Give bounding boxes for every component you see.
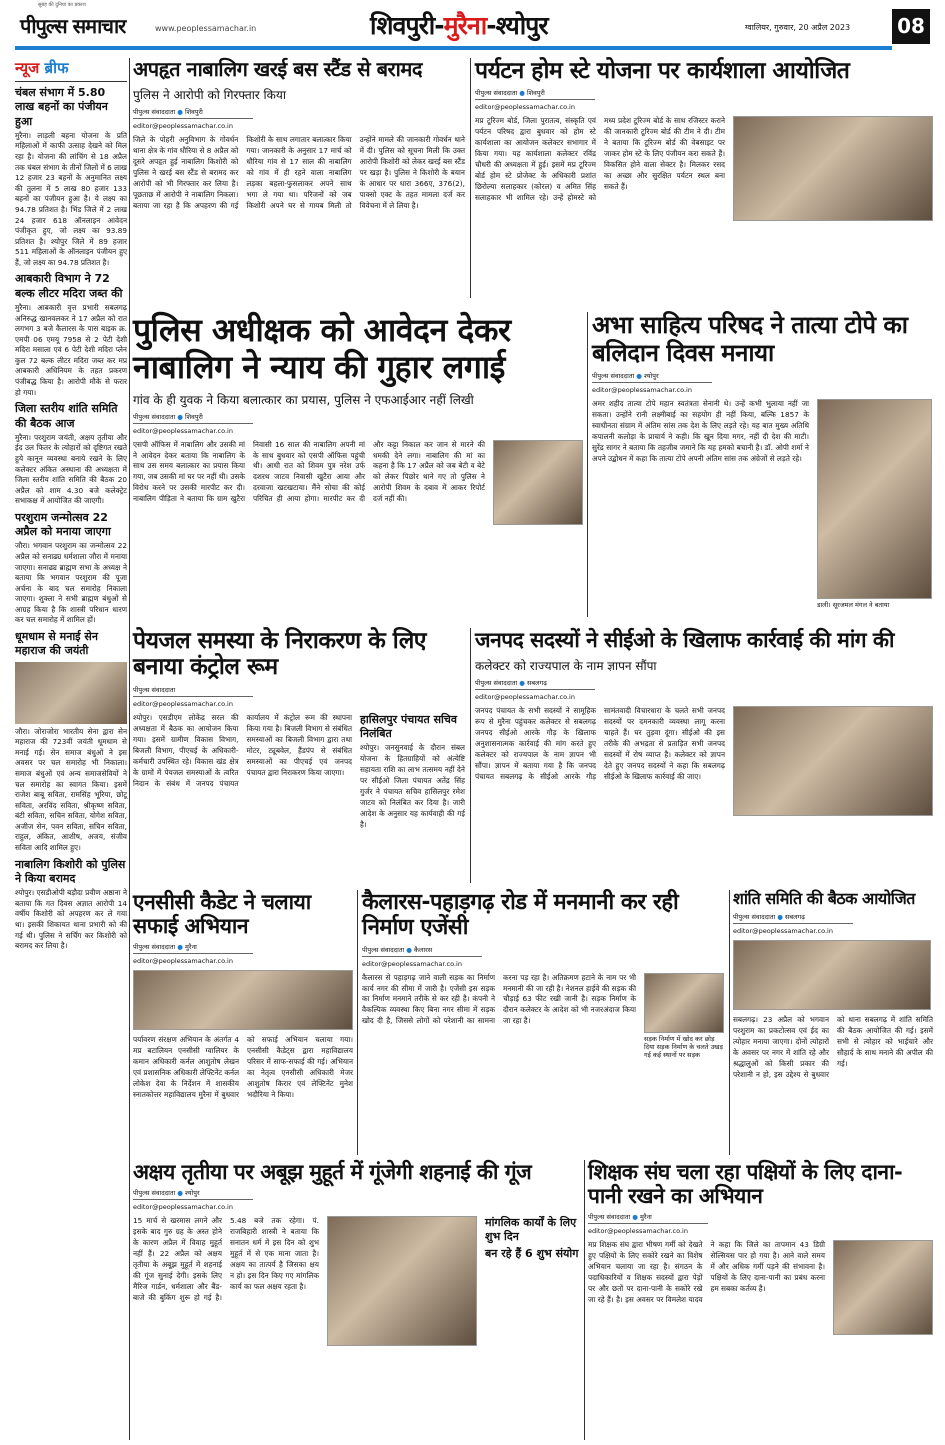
news-story [133, 58, 465, 212]
editor-email[interactable]: editor@peoplessamachar.co.in [588, 1227, 688, 1236]
story-headline[interactable]: एनसीसी कैडेट ने चलाया सफाई अभियान [133, 890, 311, 939]
news-photo-frame [733, 116, 933, 221]
dateline: ग्वालियर, गुरुवार, 20 अप्रैल 2023 [745, 23, 851, 32]
dateline-place: शिवपुरी [527, 89, 545, 98]
dateline-place: श्योपुर [185, 1189, 200, 1198]
bullet-icon: ● [404, 945, 415, 954]
reporter-label: पीपुल्स संवाददाता [133, 1189, 176, 1198]
column-divider [470, 628, 471, 883]
story-headline[interactable]: शिक्षक संघ चला रहा पक्षियों के लिए दाना-पानी रखने का अभियान [588, 1160, 903, 1209]
story-headline[interactable]: अक्षय तृतीया पर अबूझ मुहूर्त में गूंजेगी शहनाई की गूंज [133, 1160, 532, 1184]
edition-morena: मुरैना [443, 11, 487, 40]
brief-item [15, 858, 127, 952]
reporter-label: पीपुल्स संवाददाता [133, 108, 176, 116]
dateline-place: शिवपुरी [185, 108, 203, 116]
bullet-icon: ● [517, 679, 528, 688]
news-story [588, 1160, 933, 1335]
dateline-place: श्योपुर [644, 372, 659, 381]
news-photo [493, 440, 583, 525]
news-story [592, 312, 932, 612]
brief-body: मुरैना। आबकारी वृत्त प्रभारी सबलगढ़ अनिरुद्ध खानवलकर ने 17 अप्रैल को रात लगभग 3 बजे कैलारस के पास बाइक क्र. एमपी 06 एमयू 7958 से 2 पेटी देशी मदिरा मसाला एवं 6 पेटी देशी मदिरा प्लेन कुल 72 बल्क लीटर मदिरा जब्त कर मप्र आबकारी अधिनियम के तहत प्रकरण पंजीबद्ध किया है। आरोपी मौके से फरार हो गया। [15, 303, 127, 397]
brief-body: मुरैना। लाड़ली बहना योजना के प्रति महिलाओं में काफी उत्साह देखने को मिल रहा है। योजना की लांचिंग से 18 अप्रैल तक चंबल संभाग के तीनों जिलों में 6 लाख 12 हजार 23 बहनों के अनुमानित लक्ष्य की तुलना में 5 लाख 80 हजार 133 बहनों का पंजीयन हुआ है। ये लक्ष्य का 94.78 प्रतिशत है। भिंड जिले में 2 लाख 24 हजार 618 ऑनलाइन आवेदन पंजीकृत हुए, जो लक्ष्य का 93.89 प्रतिशत है। श्योपुर जिले में 89 हजार 511 महिलाओं के ऑनलाइन पंजीयन हुए हैं, जो लक्ष्य का 94.78 प्रतिशत है। [15, 130, 127, 267]
dateline-place: मुरैना [640, 1213, 652, 1222]
brief-headline[interactable]: आबकारी विभाग ने 72 बल्क लीटर मदिरा जब्त की [15, 272, 123, 300]
reporter-label: पीपुल्स संवाददाता [588, 1213, 631, 1222]
story-headline[interactable]: पेयजल समस्या के निराकरण के लिए बनाया कंट्रोल रूम [133, 628, 427, 681]
news-photo-frame [817, 399, 932, 611]
story-headline[interactable]: जनपद सदस्यों ने सीईओ के खिलाफ कार्रवाई की मांग की [475, 628, 894, 652]
bullet-icon: ● [517, 89, 528, 98]
story-columns [133, 440, 583, 525]
bullet-icon: ● [775, 913, 786, 922]
brief-body: जौरा। जोराजोरा भारतीय सेना द्वारा सेन महाराज की 723वीं जयंती धूमधाम से मनाई गई। सेन समाज बंधुओं ने इस अवसर पर चल समारोह भी निकाला। समाज बंधुओं एवं अन्य समाजसेवियों ने चल समारोह का स्वागत किया। इसमें राजेश बाबू सविता, रामसिंह भूरिया, छोटू सविता, अरविंद सविता, श्रीकृष्ण सविता, बंटी सविता, सचिन सविता, योगेश सविता, अजीज सेन, पवन सविता, सचिन सविता, राहुल, अंकित, आशीष, अजय, संजीव सविता आदि शामिल हुए। [15, 726, 127, 853]
masthead-rule [15, 46, 892, 50]
editor-email[interactable]: editor@peoplessamachar.co.in [133, 957, 233, 966]
edition-sheopur: -श्योपुर [486, 11, 548, 40]
news-photo [327, 1216, 477, 1346]
news-photo-frame [733, 940, 931, 1010]
column-divider [470, 58, 471, 298]
news-brief-column [15, 58, 127, 952]
sidebar-body: श्योपुर। जनसुनवाई के दौरान संबल योजना के हितग्राहियों को अंत्येष्टि सहायता राशि का लाभ तत्समय नहीं देने पर सीईओ जिला पंचायत अतेंद्र सिंह गुर्जर ने पंचायत सचिव हासिलपुर रमेश जाटव को निलंबित कर दिया है। जारी आदेश के अनुसार यह कार्यवाही की गई है। [360, 743, 465, 829]
story-body: एसपी ऑफिस में नाबालिग और उसकी मां ने आवेदन देकर बताया कि नाबालिग के साथ उस समय बलात्कार का प्रयास किया गया, जब उसकी मां घर पर नहीं थी। उसके विरोध करने पर उसकी मारपीट कर दी। नाबालिग पीड़िता ने बताया कि ग्राम खुटैरा निवासी 16 साल की नाबालिग अपनी मां के साथ बुधवार को एसपी ऑफिस पहुंची थी। आधी रात को शिवम पुत्र नरेश उर्फ दशरथ जाटव निवासी खुटैरा आया और दरवाजा खटखटाया। मैंने सोचा की कोई परिचित ही आया होगा। मारपीट कर दी और कट्टा निकाल कर जान से मारने की धमकी देने लगा। नाबालिग की मां का कहना है कि 17 अप्रैल को जब बेटी व बेटे को लेकर पिछोर थाने गए तो पुलिस ने आरोपी शिवम के दबाव में आकर रिपोर्ट दर्ज नहीं की। [133, 439, 485, 504]
page-number: 08 [892, 9, 930, 44]
story-subhead: गांव के ही युवक ने किया बलात्कार का प्रयास, पुलिस ने एफआईआर नहीं लिखी [133, 392, 474, 407]
reporter-label: पीपुल्स संवाददाता [362, 945, 405, 954]
news-photo [733, 706, 933, 816]
news-brief-title-red: न्यूज [15, 59, 40, 77]
story-columns [133, 135, 465, 212]
story-headline[interactable]: शांति समिति की बैठक आयोजित [733, 889, 915, 908]
byline [362, 945, 482, 957]
brief-body: श्योपुर। एसडीओपी बड़ौदा प्रवीण अष्ठाना ने बताया कि गत दिवस अज्ञात आरोपी 14 वर्षीय किशोरी को अपहरण कर ले गया था। इसकी शिकायत थाना प्रभारी को की गई थी। पुलिस ने सर्चिंग कर किशोरी को बरामद कर लिया है। [15, 888, 127, 951]
sidebar-story [360, 713, 465, 835]
news-photo-frame [133, 970, 353, 1030]
photo-caption: डाली। सूरजमल मंगल ने बताया [817, 601, 890, 610]
story-columns [362, 973, 724, 1062]
news-photo [817, 399, 932, 599]
reporter-label: पीपुल्स संवाददाता [133, 412, 176, 421]
byline [133, 412, 253, 424]
editor-email[interactable]: editor@peoplessamachar.co.in [362, 959, 462, 968]
news-photo [833, 1240, 933, 1335]
brief-photo [15, 662, 127, 724]
editor-email[interactable]: editor@peoplessamachar.co.in [133, 122, 233, 130]
byline [592, 371, 712, 383]
story-body: श्योपुर। एसडीएम लोकेंद्र सरल की अध्यक्षता में बैठक का आयोजन किया गया। इसमें ग्रामीण विकास विभाग, बिजली विभाग, पीएचई के अधिकारी-कर्मचारी उपस्थित रहे। विकास खंड क्षेत्र के ग्रामों में पेयजल समस्याओं के त्वरित निदान के संबंध में जनपद पंचायत कार्यालय में कंट्रोल रूम की स्थापना किया गया है। बिजली विभाग से संबंधित समस्याओं का बिजली विभाग द्वारा तथा मोटर, ट्यूबवेल, हैंडपंप से संबंधित समस्याओं का पीएचई एवं जनपद पंचायत द्वारा निराकरण किया जाएगा। [133, 712, 352, 788]
dateline-place: सबलगढ़ [527, 679, 547, 688]
dateline-place: सबलगढ़ [785, 913, 805, 922]
reporter-label: पीपुल्स संवाददाता [475, 89, 518, 98]
story-columns [475, 116, 933, 221]
brief-headline[interactable]: जिला स्तरीय शांति समिति की बैठक आज [15, 402, 118, 430]
bullet-icon: ● [175, 412, 186, 421]
story-columns [733, 1015, 933, 1081]
news-brief-title [15, 58, 127, 82]
story-body: जनपद पंचायत के सभी सदस्यों ने सामूहिक रूप से मुरैना पहुंचकर कलेक्टर से सबलगढ़ जनपद सीईओ आरके गौड़ के खिलाफ अनुशासनात्मक कार्रवाई की मांग करते हुए कलेक्टर को राज्यपाल के नाम ज्ञापन भी सौंपा। ज्ञापन में बताया गया है कि जनपद पंचायत सबलगढ़ के सीईओ आरके गौड़ सामंतवादी विचारधारा के चलते सभी जनपद सदस्यों पर दमनकारी व्यवस्था लागू करना चाहते हैं। घर तुड़वा दूंगा। सीईओ की इस तरीके की अभद्रता से प्रताड़ित सभी जनपद सदस्यों में रोष व्याप्त है। कलेक्टर को ज्ञापन देते हुए जनपद सदस्यों ने कहा कि सबलगढ़ सीईओ के खिलाफ कार्रवाई की जाए। [475, 706, 725, 781]
editor-email[interactable]: editor@peoplessamachar.co.in [133, 1203, 233, 1212]
news-story [475, 58, 933, 221]
news-photo-frame [644, 973, 724, 1062]
column-divider [729, 890, 730, 1155]
reporter-label: पीपुल्स संवाददाता [592, 372, 635, 381]
story-columns [133, 713, 465, 835]
reporter-label: पीपुल्स संवाददाता [133, 685, 176, 694]
byline [588, 1212, 708, 1224]
news-story [133, 1160, 580, 1346]
story-headline[interactable]: अभा साहित्य परिषद ने तात्या टोपे का बलिदान दिवस मनाया [592, 311, 908, 367]
photo-caption: सड़क निर्माण में खोद कर छोड़ दिया सड़क निर्माण के चलते उखड़ गई कई स्थानों पर सड़क [644, 1034, 723, 1060]
sidebar-story [485, 1216, 580, 1263]
story-body: 15 मार्च से खरमास लगने और इसके बाद गुरु ग्रह के अस्त होने के कारण अप्रैल में विवाह मुहूर्त नहीं हैं। 22 अप्रैल को अक्षय तृतीया के अबूझ मुहूर्त में शहनाई की गूंज सुनाई देगी। इसके लिए मैरिज गार्डन, धर्मशाला और बैंड-बाजे की बुकिंग शुरू हो गई है। 5.48 बजे तक रहेगा। पं. राजबिहारी शास्त्री ने बताया कि सनातन धर्म में इस दिन को शुभ मुहूर्त में से एक माना जाता है। अक्षय का तात्पर्य है जिसका क्षय न हो। इस दिन किए गए मांगलिक कार्य का फल अक्षय रहता है। [133, 1216, 319, 1302]
editor-email[interactable]: editor@peoplessamachar.co.in [733, 927, 833, 936]
reporter-label: पीपुल्स संवाददाता [475, 679, 518, 688]
story-subhead: कलेक्टर को राज्यपाल के नाम ज्ञापन सौंपा [475, 659, 657, 674]
story-body: जिले के पोहरी अनुविभाग के गोवर्धन थाना क्षेत्र के गांव धौरिया से 8 अप्रैल को दूसरे अपहृत हुई नाबालिग किशोरी को पुलिस ने खरई बस स्टैंड से बरामद कर आरोपी को भी गिरफ्तार कर लिया है। पूछताछ में आरोपी ने नाबालिग निकला। बताया जा रहा है कि अपहरण की गई किशोरी के साथ लगातार बलात्कार किया गया। जानकारी के अनुसार 17 मार्च को धौरिया गांव से 17 साल की नाबालिग को गांव में ही रहने वाला नाबालिग लड़का बहला-फुसलाकर अपने साथ भगा ले गया था। परिजनों को जब किशोरी अपने घर से गायब मिली तो उन्होंने मामले की जानकारी गोवर्धन थाने में दी। पुलिस को सूचना मिली कि उक्त आरोपी किशोरी को लेकर खरई बस स्टैंड पर खड़ा है। पुलिस ने किशोरी के बयान के आधार पर धारा 366ए, 376(2), पाक्सो एक्ट के तहत मामला दर्ज कर विवेचना में ले लिया है। [133, 135, 465, 210]
story-headline[interactable]: पुलिस अधीक्षक को आवेदन देकर नाबालिग ने न्याय की गुहार लगाई [133, 311, 511, 386]
story-columns [133, 1216, 580, 1346]
story-body: अमर शहीद तात्या टोपे महान स्वतंत्रता सेनानी थे। उन्हें कभी भुलाया नहीं जा सकता। उन्होंने रानी लक्ष्मीबाई का सहयोग ही नहीं किया, बल्कि 1857 के स्वाधीनता संग्राम में अंतिम सांस तक देश के लिए लड़ते रहे। यह बात मुख्य अतिथि कपालनी कलोड़ा के प्राचार्य ने कही। कि खून दिया मगर, नहीं दी देश की माटी। सुरेंद्र सागर ने बताया कि तहजीब जमाने कि यह हमको बचानी है। डॉ. ओपी शर्मा ने अपने उद्बोधन में कहा कि तात्या टोपे अपनी अंतिम सांस तक अंग्रेजों से लड़ते रहे। [592, 399, 809, 463]
dateline-place: शिवपुरी [185, 412, 203, 421]
reporter-label: पीपुल्स संवाददाता [133, 943, 176, 952]
editor-email[interactable]: editor@peoplessamachar.co.in [475, 693, 575, 702]
news-story [133, 890, 353, 1101]
news-photo [733, 940, 931, 1010]
column-divider [587, 312, 588, 617]
website-url[interactable]: www.peoplessamachar.in [155, 24, 257, 33]
story-columns [588, 1240, 933, 1335]
edition-shivpuri: शिवपुरी- [370, 11, 444, 40]
news-photo [133, 970, 353, 1030]
logo-tagline: सुबह की दुनिया का प्रकाश [38, 2, 86, 8]
story-subhead: पुलिस ने आरोपी को गिरफ्तार किया [133, 88, 286, 102]
brief-headline[interactable]: परशुराम जन्मोत्सव 22 अप्रैल को मनाया जाएगा [15, 510, 111, 539]
byline [133, 685, 253, 697]
bullet-icon: ● [175, 108, 186, 116]
brief-item [15, 511, 127, 626]
byline [133, 942, 253, 954]
byline [475, 678, 595, 690]
story-headline[interactable]: पर्यटन होम स्टे योजना पर कार्यशाला आयोजित [475, 58, 850, 84]
editor-email[interactable]: editor@peoplessamachar.co.in [475, 103, 575, 112]
dateline-place: कैलारस [414, 945, 433, 954]
byline [133, 107, 253, 119]
column-divider [357, 890, 358, 1155]
editor-email[interactable]: editor@peoplessamachar.co.in [133, 699, 233, 708]
news-story [362, 890, 724, 1062]
news-photo-frame [833, 1240, 933, 1335]
editor-email[interactable]: editor@peoplessamachar.co.in [133, 426, 233, 435]
news-story [733, 890, 933, 1081]
column-divider [129, 58, 130, 1440]
sidebar-headline[interactable]: हासिलपुर पंचायत सचिव निलंबित [360, 712, 457, 740]
brief-body: मुरैना। परशुराम जयंती, अक्षय तृतीया और ईद उल फितर के त्योहारों को दृष्टिगत रखते हुये कानून व्यवस्था बनाये रखने के लिए कलेक्टर अंकित अस्थाना की अध्यक्षता में जिला स्तरीय शांति समिति की बैठक 20 अप्रैल को शाम 4.30 बजे कलेक्ट्रेट सभाकक्ष में आयोजित की जाएगी। [15, 432, 127, 506]
story-headline[interactable]: अपहृत नाबालिग खरई बस स्टैंड से बरामद [133, 57, 422, 81]
story-body: मप्र शिक्षक संघ द्वारा भीषण गर्मी को देखते हुए पक्षियों के लिए सकोरे रखने का विशेष अभियान चलाया जा रहा है। संगठन के पदाधिकारियों व शिक्षक सदस्यों द्वारा पेड़ों पर और छतों पर दाना-पानी के सकोरे रखे जा रहे हैं। है। इस अवसर पर विमलेश यादव ने कहा कि जिले का तापमान 43 डिग्री सेल्सियस पार हो गया है। आने वाले समय में और अधिक गर्मी पड़ने की संभावना है। पक्षियों के लिए दाना-पानी का प्रबंध करना हम सबका कर्तव्य है। [588, 1240, 825, 1304]
story-body: सबलगढ़। 23 अप्रैल को भगवान परशुराम का प्रकटोत्सव एवं ईद का त्योहार मनाया जाएगा। दोनों त्योहारों के अवसर पर नगर में शांति रहे और श्रद्धालुओं को किसी प्रकार की परेशानी न हो, इस उद्देश्य से बुधवार को थाना सबलगढ़ में शांति समिति की बैठक आयोजित की गई। इसमें सभी से त्योहार को भाईचारे और सौहार्द के साथ मनाने की अपील की गई। [733, 1015, 933, 1080]
bullet-icon: ● [175, 1189, 186, 1198]
brief-item [15, 630, 127, 854]
sidebar-headline-2[interactable]: बन रहे हैं 6 शुभ संयोग [485, 1246, 579, 1260]
story-body: मप्र टूरिज्म बोर्ड, जिला पुरातत्व, संस्कृति एवं पर्यटन परिषद द्वारा बुधवार को होम स्टे कार्यशाला का आयोजन कलेक्टर सभागार में किया गया। यह कार्यशाला कलेक्टर रविंद्र चौधरी की अध्यक्षता में हुई। इसमें मप्र टूरिज्म बोर्ड होम स्टे प्रोजेक्ट के अधिकारी प्रशांत छिरोल्या सलाहकार (कोरल) व अमित सिंह सलाहकार भी शामिल रहे। उन्हें होमस्टे को मध्य प्रदेश टूरिज्म बोर्ड के साथ रजिस्टर कराने की जानकारी टूरिज्म बोर्ड की टीम ने दी। टीम ने बताया कि टूरिज्म बोर्ड की वेबसाइट पर जाकर होम स्टे के लिए पंजीयन करा सकते हैं। विकसित होने वाला सेक्टर है। मिलकर रसद का अच्छा और सुरक्षित पर्यटन स्थल बना सकते हैं। [475, 116, 725, 202]
news-brief-title-blue: ब्रीफ [44, 59, 69, 77]
story-body: पर्यावरण संरक्षण अभियान के अंतर्गत 4 मप्र बटालियन एनसीसी ग्वालियर के कमान अधिकारी कर्नल आशुतोष लेखन एवं प्रशासनिक अधिकारी लेफ्टिनेंट कर्नल लोकेश देवा के निर्देशन में शासकीय स्नातकोत्तर महाविद्यालय मुरैना में बुधवार को सफाई अभियान चलाया गया। एनसीसी कैडेट्स द्वारा महाविद्यालय परिसर में साफ-सफाई की गई। अभियान का नेतृत्व एनसीसी अधिकारी मेजर आशुतोष किरार एवं लेफ्टिनेंट मुनेश भदौरिया ने किया। [133, 1035, 353, 1099]
news-story [133, 312, 583, 525]
bullet-icon: ● [634, 372, 645, 381]
brief-headline[interactable]: चंबल संभाग में 5.80 लाख बहनों का पंजीयन हुआ [15, 86, 108, 128]
brief-headline[interactable]: नाबालिग किशोरी को पुलिस ने किया बरामद [15, 857, 126, 885]
story-columns [592, 399, 932, 611]
masthead [0, 0, 945, 44]
column-divider [584, 1160, 585, 1440]
brief-item [15, 402, 127, 507]
story-columns [133, 1035, 353, 1101]
news-story [475, 628, 933, 816]
edition-title [370, 8, 548, 42]
news-photo-frame [327, 1216, 477, 1346]
story-headline[interactable]: कैलारस-पहाड़गढ़ रोड में मनमानी कर रही निर्माण एजेंसी [362, 890, 679, 941]
editor-email[interactable]: editor@peoplessamachar.co.in [592, 386, 692, 395]
byline [733, 912, 853, 924]
reporter-label: पीपुल्स संवाददाता [733, 913, 776, 922]
byline [475, 88, 595, 100]
bullet-icon: ● [175, 943, 186, 952]
news-photo [733, 116, 933, 221]
sidebar-headline[interactable]: मांगलिक कार्यों के लिए शुभ दिन [485, 1216, 577, 1243]
bullet-icon: ● [630, 1213, 641, 1222]
news-photo [644, 973, 724, 1033]
byline [133, 1188, 253, 1200]
news-photo-frame [493, 440, 583, 525]
news-photo-frame [733, 706, 933, 816]
brief-headline[interactable]: धूमधाम से मनाई सेन महाराज की जयंती [15, 630, 98, 658]
newspaper-logo: पीपुल्स समाचार [20, 14, 126, 38]
brief-item [15, 272, 127, 398]
brief-body: जौरा। भगवान परशुराम का जन्मोत्सव 22 अप्रैल को सनाढ्य धर्मशाला जौरा में मनाया जाएगा। सनाढ्य ब्राह्मण सभा के अध्यक्ष ने बताया कि भगवान परशुराम की पूजा अर्चना के बाद चल समारोह निकाला जाएगा। शुक्ला ने सभी ब्राह्मण बंधुओं से आग्रह किया है कि शास्त्री परिधान धारण कर चल समारोह में शामिल हों। [15, 541, 127, 625]
story-body: कैलारस से पहाड़गढ़ जाने वाली सड़क का निर्माण कार्य नगर की सीमा में जारी है। एजेंसी इस सड़क का निर्माण मनमाने तरीके से कर रही है। कंपनी ने वैकल्पिक व्यवस्था किए बिना नगर सीमा में सड़क खोद दी है, जिससे लोगों को परेशानी का सामना करना पड़ रहा है। अतिक्रमण हटाने के नाम पर भी मनमानी की जा रही है। नेशनल हाईवे की सड़क की चौड़ाई 63 फीट रखी जानी है। सड़क निर्माण के दौरान कलेक्टर के आदेश को भी नजरअंदाज किया जा रहा है। [362, 972, 636, 1026]
news-story [133, 628, 465, 835]
story-columns [475, 706, 933, 816]
dateline-place: मुरैना [185, 943, 197, 952]
brief-item [15, 86, 127, 268]
